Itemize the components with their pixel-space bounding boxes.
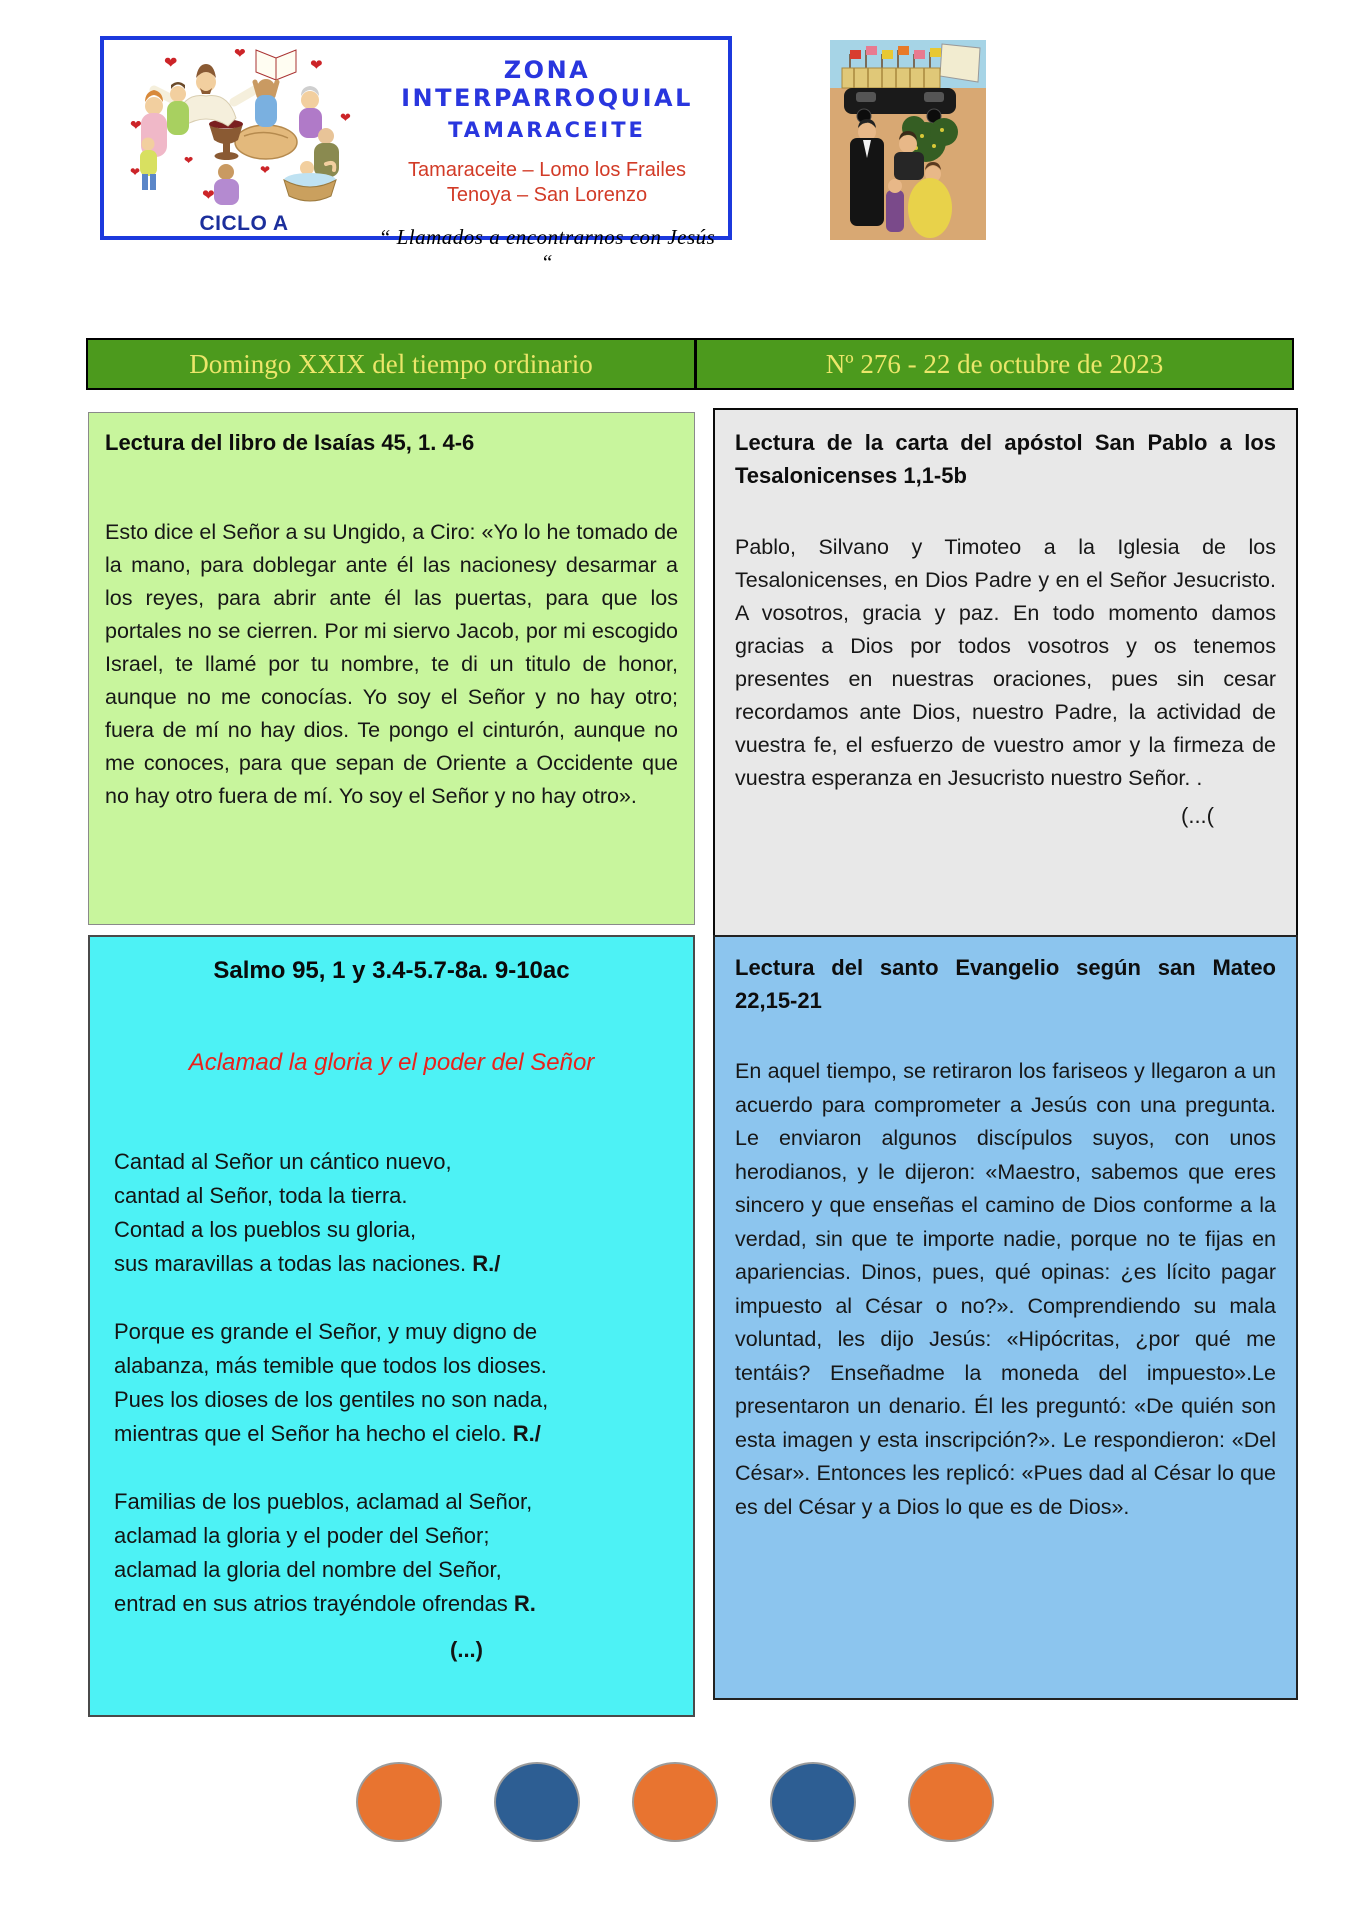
psalm-line: Familias de los pueblos, aclamad al Señor, xyxy=(114,1489,533,1514)
psalm-title: Salmo 95, 1 y 3.4-5.7-8a. 9-10ac xyxy=(213,957,570,984)
second-reading-box xyxy=(713,408,1298,938)
psalm-line: mientras que el Señor ha hecho el cielo. R./ xyxy=(114,1421,541,1446)
svg-text:❤: ❤ xyxy=(310,56,323,74)
motto-text: “ Llamados a encontrarnos con Jesús “ xyxy=(378,225,716,274)
decorative-dot xyxy=(770,1762,856,1842)
psalm-line: alabanza, más temible que todos los dioses. xyxy=(114,1353,547,1378)
decorative-dot xyxy=(908,1762,994,1842)
parish-list xyxy=(372,158,722,208)
second-reading-title: Lectura de la carta del apóstol San Pablo a los Tesalonicenses 1,1-5b xyxy=(735,430,1276,488)
svg-text:❤: ❤ xyxy=(260,163,271,177)
svg-text:❤: ❤ xyxy=(340,111,351,126)
first-reading-body: Esto dice el Señor a su Ungido, a Ciro: «Yo lo he tomado de la mano, para doblegar ante él las nacionesy desarmar a los reyes, para abrir ante él las puertas, para que los portales no se cierren. Por mi siervo Jacob, por mi escogido Israel, te llamé por tu nombre, te di un titulo de honor, aunque no me conocías. Yo soy el Señor y no hay otro; fuera de mí no hay dios. Te pongo el cinturón, aunque no me conoces, para que sepan de Oriente a Occidente que no hay otro fuera de mí. Yo soy el Señor y no hay otro». xyxy=(105,520,678,808)
psalm-line: entrad en sus atrios trayéndole ofrendas R. xyxy=(114,1591,536,1616)
procession-illustration xyxy=(830,40,986,240)
psalm-stanzas xyxy=(114,1145,669,1621)
first-reading-title: Lectura del libro de Isaías 45, 1. 4-6 xyxy=(105,430,475,455)
psalm-line: Pues los dioses de los gentiles no son nada, xyxy=(114,1387,549,1412)
psalm-stanza xyxy=(114,1315,669,1451)
second-reading-continuation-mark: (...( xyxy=(1181,803,1214,828)
svg-text:❤: ❤ xyxy=(202,186,215,204)
gospel-box xyxy=(713,935,1298,1700)
psalm-line: Contad a los pueblos su gloria, xyxy=(114,1217,417,1242)
cycle-label: CICLO A xyxy=(199,212,289,235)
decorative-dot xyxy=(494,1762,580,1842)
eucharist-community-illustration xyxy=(114,44,366,212)
psalm-continuation-mark: (...) xyxy=(450,1637,483,1662)
parish-line-1: Tamaraceite – Lomo los Frailes xyxy=(408,159,686,181)
org-name-line1: ZONA INTERPARROQUIAL xyxy=(401,56,693,112)
header-text-block xyxy=(372,56,722,275)
psalm-stanza xyxy=(114,1485,669,1621)
gospel-title: Lectura del santo Evangelio según san Mateo 22,15-21 xyxy=(735,955,1276,1013)
svg-text:❤: ❤ xyxy=(130,118,142,134)
gospel-body: En aquel tiempo, se retiraron los fariseos y llegaron a un acuerdo para comprometer a Jesús con una pregunta. Le enviaron algunos discípulos suyos, con unos herodianos, y le dijeron: «Maestro, sabemos que eres sincero y que enseñas el camino de Dios conforme a la verdad, sin que te importe nadie, porque no te fijas en apariencias. Dinos, pues, qué opinas: ¿es lícito pagar impuesto al César o no?». Comprendiendo su mala voluntad, les dijo Jesús: «Hipócritas, ¿por qué me tentáis? Enseñadme la moneda del impuesto».Le presentaron un denario. Él les preguntó: «De quién son esta imagen y esta inscripción?». Le respondieron: «Del César». Entonces les replicó: «Pues dad al César lo que es del César y a Dios lo que es de Dios». xyxy=(735,1059,1276,1519)
second-reading-body: Pablo, Silvano y Timoteo a la Iglesia de los Tesalonicenses, en Dios Padre y en el Señor Jesucristo. A vosotros, gracia y paz. En todo momento damos gracias a Dios por todos vosotros y os tenemos presentes en nuestras oraciones, pues sin cesar recordamos ante Dios, nuestro Padre, la actividad de vuestra fe, el esfuerzo de vuestro amor y la firmeza de vuestra esperanza en Jesucristo nuestro Señor. . xyxy=(735,535,1276,790)
first-reading-box xyxy=(88,412,695,925)
svg-text:❤: ❤ xyxy=(164,53,178,72)
decorative-dot xyxy=(356,1762,442,1842)
psalm-line: aclamad la gloria y el poder del Señor; xyxy=(114,1523,490,1548)
banner-sunday-title: Domingo XXIX del tiempo ordinario xyxy=(88,340,697,388)
svg-text:❤: ❤ xyxy=(234,46,246,62)
psalm-line: Cantad al Señor un cántico nuevo, xyxy=(114,1149,452,1174)
psalm-line: aclamad la gloria del nombre del Señor, xyxy=(114,1557,502,1582)
issue-banner xyxy=(86,338,1294,390)
svg-text:❤: ❤ xyxy=(184,154,194,167)
psalm-line: cantad al Señor, toda la tierra. xyxy=(114,1183,408,1208)
header-box xyxy=(100,36,732,274)
org-name-line2: TAMARACEITE xyxy=(448,118,646,142)
psalm-stanza xyxy=(114,1145,669,1281)
psalm-antiphon: Aclamad la gloria y el poder del Señor xyxy=(188,1049,595,1076)
banner-issue-date: Nº 276 - 22 de octubre de 2023 xyxy=(825,348,1164,379)
psalm-line: sus maravillas a todas las naciones. R./ xyxy=(114,1251,501,1276)
parish-line-2: Tenoya – San Lorenzo xyxy=(446,184,648,206)
psalm-box xyxy=(88,935,695,1717)
decorative-dot xyxy=(632,1762,718,1842)
footer-dots xyxy=(356,1762,994,1842)
psalm-line: Porque es grande el Señor, y muy digno de xyxy=(114,1319,538,1344)
svg-text:❤: ❤ xyxy=(130,165,141,179)
